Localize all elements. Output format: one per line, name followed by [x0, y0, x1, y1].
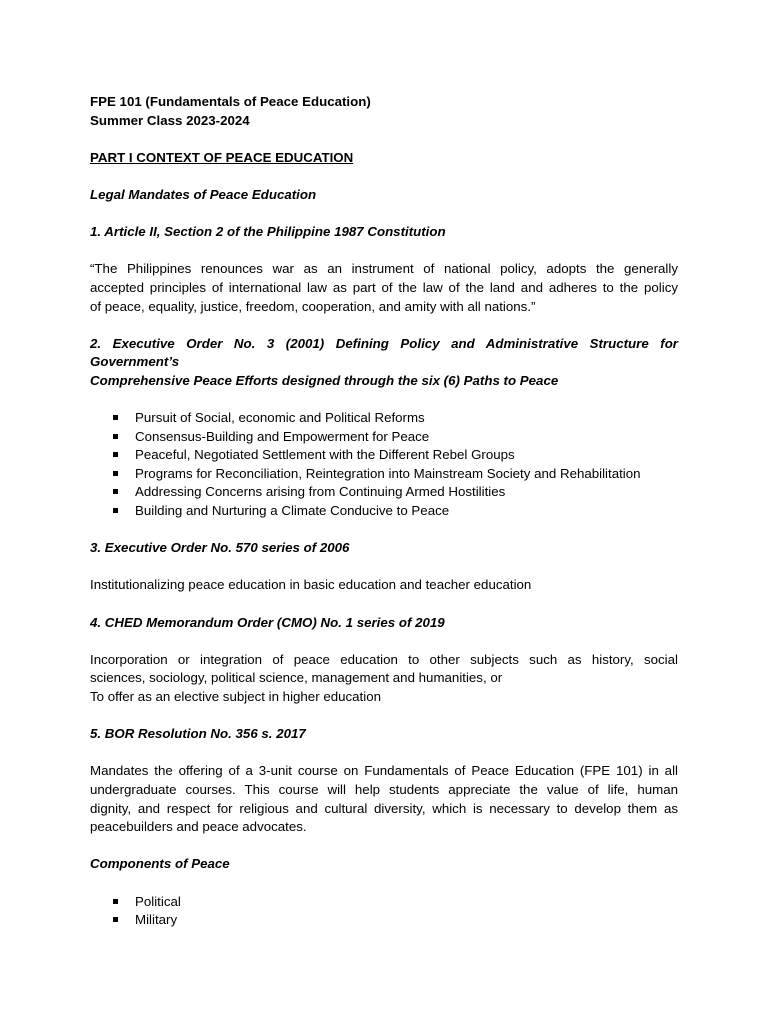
legal-mandates-title: Legal Mandates of Peace Education	[90, 186, 317, 202]
text-line: Incorporation or integration of peace education to other subjects such as history, social	[90, 651, 678, 667]
bullet-icon	[113, 434, 118, 439]
text-line: peacebuilders and peace advocates.	[90, 819, 307, 835]
course-title: FPE 101 (Fundamentals of Peace Education)	[90, 94, 371, 109]
text-line: Mandates the offering of a 3-unit course on Fundamentals of Peace Education (FPE 101) in all	[90, 763, 678, 779]
list-item: Pursuit of Social, economic and Political Reforms	[135, 409, 678, 428]
section-5-heading: 5. BOR Resolution No. 356 s. 2017	[90, 726, 306, 742]
quote-line: accepted principles of international law as part of the law of the land and adheres to the policy	[90, 279, 678, 295]
bullet-icon	[113, 917, 118, 922]
quote-line: of peace, equality, justice, freedom, cooperation, and amity with all nations.”	[90, 298, 536, 314]
text-line: To offer as an elective subject in higher education	[90, 689, 381, 704]
list-item: Programs for Reconciliation, Reintegration into Mainstream Society and Rehabilitation	[135, 465, 678, 484]
bullet-icon	[113, 471, 118, 476]
components-list	[90, 893, 678, 930]
bullet-icon	[113, 415, 118, 420]
section-3-text: Institutionalizing peace education in basic education and teacher education	[90, 577, 532, 593]
list-item: Political	[135, 893, 678, 912]
heading-line: 2. Executive Order No. 3 (2001) Defining Policy and Administrative Structure for Government’s	[90, 335, 678, 370]
document-body	[90, 93, 678, 930]
bullet-icon	[113, 508, 118, 513]
list-item: Addressing Concerns arising from Continuing Armed Hostilities	[135, 483, 678, 502]
list-item: Military	[135, 911, 678, 930]
text-line: sciences, sociology, political science, management and humanities, or	[90, 670, 503, 686]
components-title: Components of Peace	[90, 856, 230, 872]
text-line: undergraduate courses. This course will help students appreciate the value of life, human	[90, 781, 678, 797]
paths-to-peace-list	[90, 409, 678, 521]
section-5-text	[90, 762, 678, 836]
bullet-icon	[113, 452, 118, 457]
bullet-icon	[113, 899, 118, 904]
section-2-heading	[90, 335, 678, 391]
section-1-heading: 1. Article II, Section 2 of the Philippine 1987 Constitution	[90, 224, 446, 240]
quote-line: “The Philippines renounces war as an instrument of national policy, adopts the generally	[90, 261, 678, 277]
bullet-icon	[113, 489, 118, 494]
list-item: Peaceful, Negotiated Settlement with the Different Rebel Groups	[135, 446, 678, 465]
list-item: Consensus-Building and Empowerment for Peace	[135, 428, 678, 447]
text-line: dignity, and respect for religious and cultural diversity, which is necessary to develop them as	[90, 800, 678, 816]
section-4-text	[90, 651, 678, 707]
term-title: Summer Class 2023-2024	[90, 112, 250, 128]
heading-line: Comprehensive Peace Efforts designed through the six (6) Paths to Peace	[90, 372, 559, 388]
section-4-heading: 4. CHED Memorandum Order (CMO) No. 1 series of 2019	[90, 614, 445, 630]
section-1-quote	[90, 260, 678, 316]
list-item: Building and Nurturing a Climate Conducive to Peace	[135, 502, 678, 521]
section-3-heading: 3. Executive Order No. 570 series of 2006	[90, 540, 350, 556]
part-title: PART I CONTEXT OF PEACE EDUCATION	[90, 149, 354, 165]
